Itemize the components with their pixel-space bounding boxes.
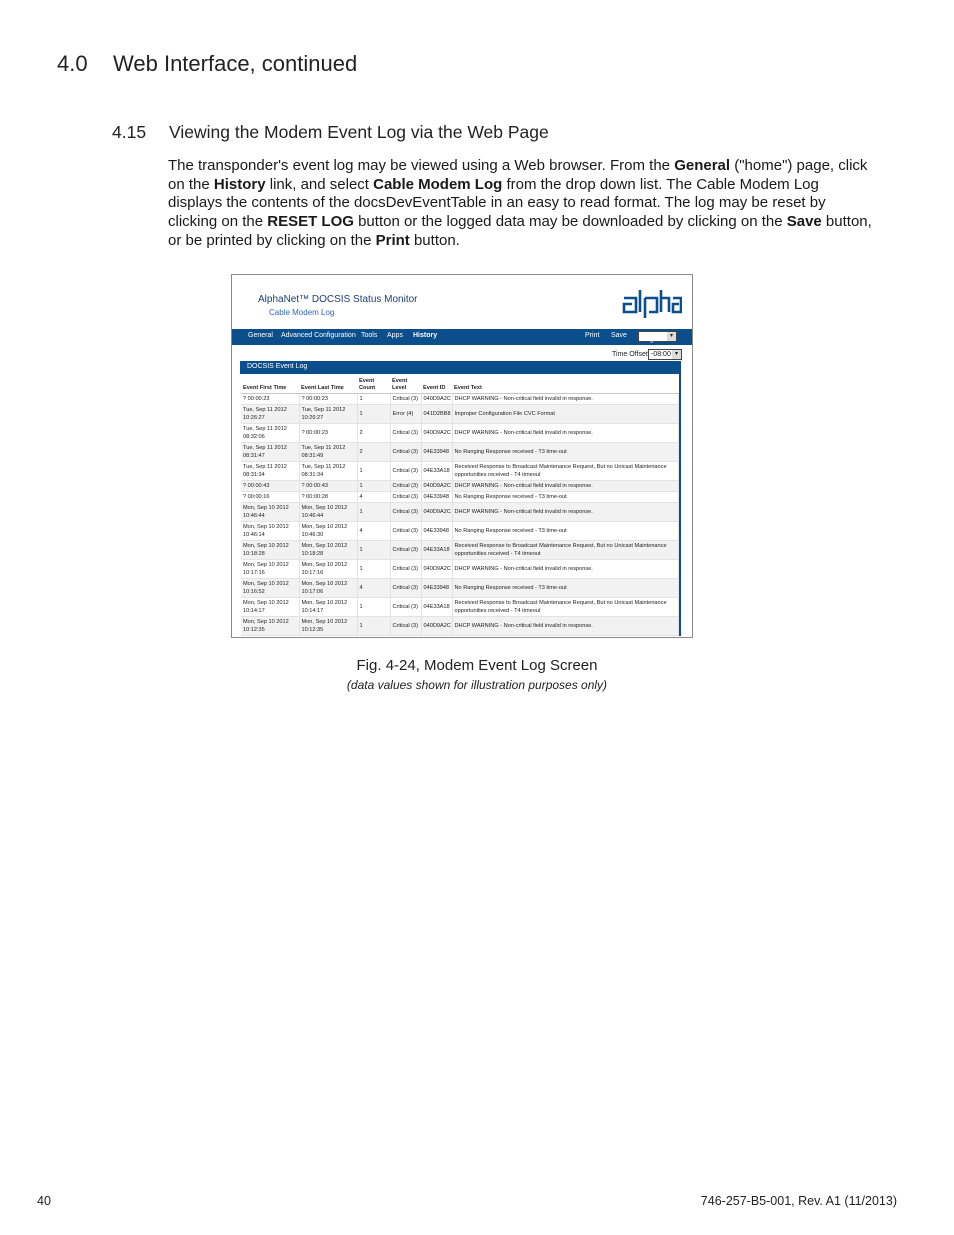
nav-tools[interactable]: Tools xyxy=(361,332,378,339)
para-bold-cable-modem-log: Cable Modem Log xyxy=(373,175,503,193)
cell-first-time: Tue, Sep 11 2012 08:31:34 xyxy=(241,462,299,481)
table-row xyxy=(241,598,679,617)
cell-event-id: 04E33948 xyxy=(421,522,452,541)
table-row xyxy=(241,503,679,522)
cell-level: Critical (3) xyxy=(390,394,421,405)
table-row xyxy=(241,560,679,579)
table-row xyxy=(241,481,679,492)
cell-first-time: Mon, Sep 10 2012 10:46:14 xyxy=(241,522,299,541)
page-number: 40 xyxy=(37,1194,51,1208)
chevron-down-icon: ▾ xyxy=(667,332,676,341)
section-number: 4.0 xyxy=(57,51,88,76)
cell-level: Critical (3) xyxy=(390,424,421,443)
event-log-panel-header xyxy=(240,361,681,374)
cell-first-time: ? 00:00:23 xyxy=(241,394,299,405)
cell-level: Critical (3) xyxy=(390,598,421,617)
cell-last-time: ? 00:00:43 xyxy=(299,481,357,492)
cell-first-time: ? 00:00:16 xyxy=(241,492,299,503)
cell-event-text: No Ranging Response received - T3 time-out xyxy=(452,579,679,598)
cell-level: Critical (3) xyxy=(390,503,421,522)
cell-event-text: Improper Configuration File CVC Format xyxy=(452,405,679,424)
table-row xyxy=(241,541,679,560)
cell-level: Critical (3) xyxy=(390,481,421,492)
table-row xyxy=(241,462,679,481)
app-title: AlphaNet™ DOCSIS Status Monitor xyxy=(258,294,418,305)
cell-first-time: Mon, Sep 10 2012 10:46:44 xyxy=(241,503,299,522)
print-link[interactable]: Print xyxy=(585,332,600,339)
app-subtitle: Cable Modem Log xyxy=(269,308,335,317)
cell-event-id: 04E33A18 xyxy=(421,541,452,560)
cell-event-id: 040D9A2C xyxy=(421,394,452,405)
table-row xyxy=(241,522,679,541)
cell-count: 1 xyxy=(357,462,390,481)
cell-event-id: 04E33948 xyxy=(421,492,452,503)
alpha-logo-icon xyxy=(622,286,682,318)
table-row xyxy=(241,617,679,636)
para-bold-save: Save xyxy=(786,213,822,231)
cell-level: Critical (3) xyxy=(390,492,421,503)
cell-event-id: 04E33948 xyxy=(421,443,452,462)
event-log-table xyxy=(241,374,679,636)
cell-event-text: DHCP WARNING - Non-critical field invalid in response. xyxy=(452,394,679,405)
cell-last-time: ? 00:00:28 xyxy=(299,492,357,503)
nav-history[interactable]: History xyxy=(413,332,438,339)
cell-count: 1 xyxy=(357,503,390,522)
cell-event-id: 04E33A18 xyxy=(421,598,452,617)
cell-last-time: Mon, Sep 10 2012 10:12:35 xyxy=(299,617,357,636)
cell-event-text: DHCP WARNING - Non-critical field invalid in response. xyxy=(452,560,679,579)
cell-event-text: DHCP WARNING - Non-critical field invalid in response. xyxy=(452,503,679,522)
cell-first-time: Tue, Sep 11 2012 08:31:47 xyxy=(241,443,299,462)
cell-last-time: ? 00:00:23 xyxy=(299,394,357,405)
cell-event-text: DHCP WARNING - Non-critical field invalid in response. xyxy=(452,481,679,492)
cell-level: Critical (3) xyxy=(390,462,421,481)
para-text: button, or be printed by clicking on the xyxy=(168,213,872,249)
col-event-last-time: Event Last Time xyxy=(299,374,357,394)
cell-first-time: ? 00:00:43 xyxy=(241,481,299,492)
body-paragraph xyxy=(168,157,874,251)
cell-event-text: No Ranging Response received - T3 time-out xyxy=(452,522,679,541)
cell-event-text: Received Response to Broadcast Maintenance Request, But no Unicast Maintenance opportunities received - T4 timeout xyxy=(452,598,679,617)
para-text: button. xyxy=(409,231,460,249)
cell-event-id: 040D9A2C xyxy=(421,503,452,522)
cell-last-time: Tue, Sep 11 2012 10:26:27 xyxy=(299,405,357,424)
col-event-id: Event ID xyxy=(421,374,452,394)
cell-level: Critical (3) xyxy=(390,617,421,636)
cell-count: 1 xyxy=(357,560,390,579)
cell-event-id: 040D9A2C xyxy=(421,424,452,443)
time-offset-label: Time Offset xyxy=(612,351,648,358)
cell-first-time: Mon, Sep 10 2012 10:18:28 xyxy=(241,541,299,560)
language-select[interactable] xyxy=(638,331,677,342)
col-event-text: Event Text xyxy=(452,374,679,394)
para-bold-history: History xyxy=(213,175,266,193)
save-link[interactable]: Save xyxy=(611,332,627,339)
table-row xyxy=(241,443,679,462)
cell-last-time: ? 00:00:23 xyxy=(299,424,357,443)
para-bold-reset-log: RESET LOG xyxy=(267,213,354,231)
table-row xyxy=(241,579,679,598)
cell-last-time: Mon, Sep 10 2012 10:17:06 xyxy=(299,579,357,598)
cell-level: Critical (3) xyxy=(390,560,421,579)
cell-count: 1 xyxy=(357,405,390,424)
cell-first-time: Mon, Sep 10 2012 10:14:17 xyxy=(241,598,299,617)
cell-first-time: Mon, Sep 10 2012 10:16:52 xyxy=(241,579,299,598)
subsection-title: Viewing the Modem Event Log via the Web Page xyxy=(169,122,549,142)
app-header xyxy=(232,275,692,329)
para-text: link, and select xyxy=(265,175,374,193)
cell-last-time: Tue, Sep 11 2012 08:31:49 xyxy=(299,443,357,462)
screenshot-figure xyxy=(231,274,693,638)
cell-count: 1 xyxy=(357,481,390,492)
section-heading xyxy=(57,51,357,77)
cell-first-time: Tue, Sep 11 2012 10:26:27 xyxy=(241,405,299,424)
cell-last-time: Mon, Sep 10 2012 10:46:30 xyxy=(299,522,357,541)
cell-event-text: Received Response to Broadcast Maintenance Request, But no Unicast Maintenance opportunities received - T4 timeout xyxy=(452,462,679,481)
nav-apps[interactable]: Apps xyxy=(387,332,403,339)
cell-event-text: No Ranging Response received - T3 time-out xyxy=(452,443,679,462)
section-title: Web Interface, continued xyxy=(113,51,358,76)
cell-level: Error (4) xyxy=(390,405,421,424)
col-event-first-time: Event First Time xyxy=(241,374,299,394)
cell-level: Critical (3) xyxy=(390,541,421,560)
cell-event-text: Received Response to Broadcast Maintenance Request, But no Unicast Maintenance opportunities received - T4 timeout xyxy=(452,541,679,560)
cell-event-id: 040D9A2C xyxy=(421,617,452,636)
cell-last-time: Mon, Sep 10 2012 10:14:17 xyxy=(299,598,357,617)
table-row xyxy=(241,424,679,443)
cell-last-time: Mon, Sep 10 2012 10:18:28 xyxy=(299,541,357,560)
figure-note: (data values shown for illustration purposes only) xyxy=(346,678,608,692)
language-value: English xyxy=(641,336,664,343)
cell-event-id: 041D2BB8 xyxy=(421,405,452,424)
para-text: ("home") page, click on the xyxy=(168,157,868,193)
cell-level: Critical (3) xyxy=(390,522,421,541)
nav-advanced-configuration[interactable]: Advanced Configuration xyxy=(281,332,356,339)
cell-count: 1 xyxy=(357,617,390,636)
cell-last-time: Tue, Sep 11 2012 08:31:34 xyxy=(299,462,357,481)
para-text: button or the logged data may be downloaded by clicking on the xyxy=(353,213,787,231)
cell-event-text: No Ranging Response received - T3 time-out xyxy=(452,492,679,503)
cell-count: 1 xyxy=(357,394,390,405)
document-id: 746-257-B5-001, Rev. A1 (11/2013) xyxy=(700,1194,897,1208)
subsection-heading xyxy=(112,122,549,143)
cell-count: 4 xyxy=(357,492,390,503)
figure-caption: Fig. 4-24, Modem Event Log Screen xyxy=(356,657,598,674)
chevron-down-icon: ▾ xyxy=(672,350,681,359)
cell-last-time: Mon, Sep 10 2012 10:17:16 xyxy=(299,560,357,579)
col-event-level: Event Level xyxy=(390,374,421,394)
cell-level: Critical (3) xyxy=(390,579,421,598)
cell-first-time: Mon, Sep 10 2012 10:12:35 xyxy=(241,617,299,636)
cell-event-id: 040D9A2C xyxy=(421,560,452,579)
table-header-row xyxy=(241,374,679,394)
cell-count: 4 xyxy=(357,579,390,598)
para-bold-print: Print xyxy=(375,231,410,249)
cell-count: 2 xyxy=(357,443,390,462)
table-row xyxy=(241,492,679,503)
cell-level: Critical (3) xyxy=(390,443,421,462)
cell-event-text: DHCP WARNING - Non-critical field invalid in response. xyxy=(452,424,679,443)
cell-count: 2 xyxy=(357,424,390,443)
para-bold-general: General xyxy=(674,157,731,174)
time-offset-select[interactable] xyxy=(648,349,682,360)
table-row xyxy=(241,405,679,424)
cell-count: 1 xyxy=(357,598,390,617)
col-event-count: Event Count xyxy=(357,374,390,394)
nav-general[interactable]: General xyxy=(248,332,273,339)
cell-count: 1 xyxy=(357,541,390,560)
cell-event-id: 040D9A2C xyxy=(421,481,452,492)
cell-event-text: DHCP WARNING - Non-critical field invalid in response. xyxy=(452,617,679,636)
cell-last-time: Mon, Sep 10 2012 10:46:44 xyxy=(299,503,357,522)
subsection-number: 4.15 xyxy=(112,122,147,142)
table-row xyxy=(241,394,679,405)
para-text: The transponder's event log may be viewed using a Web browser. From the xyxy=(168,157,675,174)
cell-first-time: Mon, Sep 10 2012 10:17:16 xyxy=(241,560,299,579)
panel-border xyxy=(679,374,681,636)
cell-first-time: Tue, Sep 11 2012 08:32:06 xyxy=(241,424,299,443)
time-offset-value: -08:00 xyxy=(651,351,671,358)
para-text: from the drop down list. The Cable Modem Log displays the contents of the docsDevEventTable in an easy to read format. The log may be reset by clicking on the xyxy=(168,175,826,231)
cell-count: 4 xyxy=(357,522,390,541)
cell-event-id: 04E33A18 xyxy=(421,462,452,481)
cell-event-id: 04E33948 xyxy=(421,579,452,598)
panel-title: DOCSIS Event Log xyxy=(247,363,308,370)
nav-bar xyxy=(232,329,692,345)
